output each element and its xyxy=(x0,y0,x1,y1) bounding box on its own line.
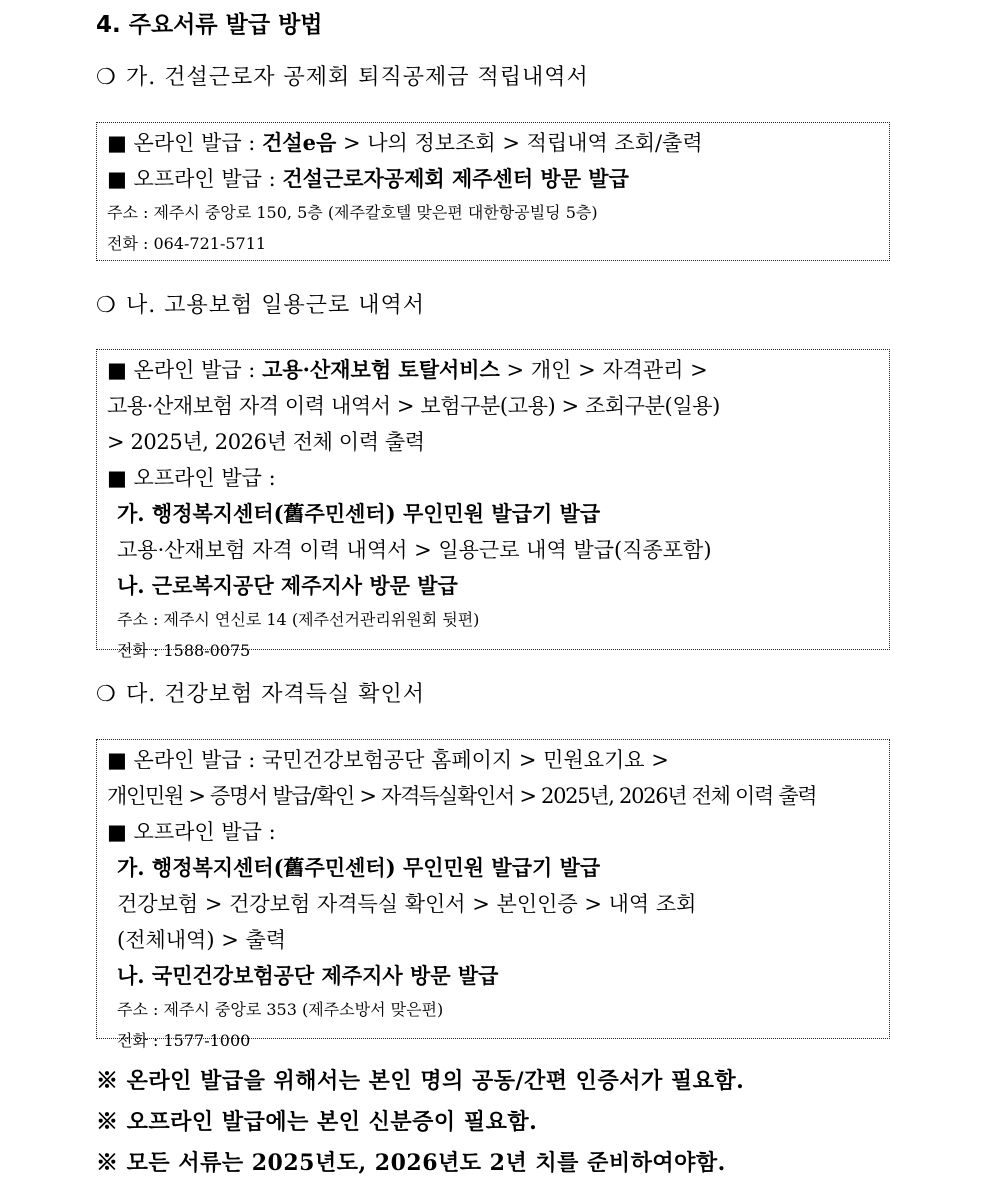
visit-heading xyxy=(107,568,879,604)
address-text: 주소 : 제주시 연신로 14 (제주선거관리위원회 뒷편) xyxy=(117,610,480,629)
offline-label: 오프라인 발급 : xyxy=(133,820,276,844)
kiosk-path: (전체내역) > 출력 xyxy=(117,928,287,952)
online-path-line: 고용·산재보험 자격 이력 내역서 > 보험구분(고용) > 조회구분(일용) xyxy=(107,394,720,418)
online-path-line: > 2025년, 2026년 전체 이력 출력 xyxy=(107,430,425,454)
online-row xyxy=(107,352,879,388)
info-box-health xyxy=(96,739,890,1050)
info-box-employment xyxy=(96,349,890,660)
phone-text: 전화 : 1588-0075 xyxy=(117,641,251,660)
online-row xyxy=(107,742,879,778)
visit-heading-text: 나. 근로복지공단 제주지사 방문 발급 xyxy=(117,573,458,598)
offline-row xyxy=(107,460,879,496)
offline-label: 오프라인 발급 : xyxy=(133,466,276,490)
circle-bullet-icon: ❍ xyxy=(96,293,117,318)
section-heading-text: 나. 고용보험 일용근로 내역서 xyxy=(126,293,425,318)
section-heading-employment xyxy=(96,288,425,319)
note-id-card: ※ 오프라인 발급에는 본인 신분증이 필요함. xyxy=(96,1109,538,1135)
online-site: 건설e음 xyxy=(262,130,337,155)
info-box-construction xyxy=(96,122,890,261)
address-text: 주소 : 제주시 중앙로 353 (제주소방서 맞은편) xyxy=(117,1000,444,1019)
page-title: 4. 주요서류 발급 방법 xyxy=(96,12,323,38)
square-bullet-icon: ■ xyxy=(107,131,127,155)
online-label: 온라인 발급 : xyxy=(133,131,256,155)
online-path: > 개인 > 자격관리 > xyxy=(506,358,708,382)
section-heading-text: 가. 건설근로자 공제회 퇴직공제금 적립내역서 xyxy=(126,65,589,90)
square-bullet-icon: ■ xyxy=(107,167,127,191)
visit-heading-text: 나. 국민건강보험공단 제주지사 방문 발급 xyxy=(117,963,499,988)
kiosk-path: 고용·산재보험 자격 이력 내역서 > 일용근로 내역 발급(직종포함) xyxy=(117,538,712,562)
section-heading-text: 다. 건강보험 자격득실 확인서 xyxy=(126,682,425,707)
online-label: 온라인 발급 : xyxy=(133,748,256,772)
online-site: 고용·산재보험 토탈서비스 xyxy=(262,357,500,382)
square-bullet-icon: ■ xyxy=(107,466,127,490)
square-bullet-icon: ■ xyxy=(107,820,127,844)
section-heading-health xyxy=(96,677,425,708)
note-two-years: ※ 모든 서류는 2025년도, 2026년도 2년 치를 준비하여야함. xyxy=(96,1150,726,1176)
offline-place: 건설근로자공제회 제주센터 방문 발급 xyxy=(282,166,629,191)
phone-text: 전화 : 1577-1000 xyxy=(117,1031,251,1050)
note-certificate: ※ 온라인 발급을 위해서는 본인 명의 공동/간편 인증서가 필요함. xyxy=(96,1068,745,1094)
kiosk-heading xyxy=(107,496,879,532)
offline-row xyxy=(107,814,879,850)
visit-heading xyxy=(107,958,879,994)
circle-bullet-icon: ❍ xyxy=(96,65,117,90)
kiosk-path: 건강보험 > 건강보험 자격득실 확인서 > 본인인증 > 내역 조회 xyxy=(117,892,697,916)
online-path: > 나의 정보조회 > 적립내역 조회/출력 xyxy=(342,131,703,155)
kiosk-heading xyxy=(107,850,879,886)
online-path-line: 개인민원 > 증명서 발급/확인 > 자격득실확인서 > 2025년, 2026년 전체 이력 출력 xyxy=(107,784,817,808)
phone-text: 전화 : 064-721-5711 xyxy=(107,234,267,253)
square-bullet-icon: ■ xyxy=(107,358,127,382)
online-path: 국민건강보험공단 홈페이지 > 민원요기요 > xyxy=(262,748,669,772)
circle-bullet-icon: ❍ xyxy=(96,682,117,707)
kiosk-heading-text: 가. 행정복지센터(舊주민센터) 무인민원 발급기 발급 xyxy=(117,501,601,526)
offline-row xyxy=(107,161,879,197)
online-label: 온라인 발급 : xyxy=(133,358,256,382)
square-bullet-icon: ■ xyxy=(107,748,127,772)
kiosk-heading-text: 가. 행정복지센터(舊주민센터) 무인민원 발급기 발급 xyxy=(117,855,601,880)
address-text: 주소 : 제주시 중앙로 150, 5층 (제주칼호텔 맞은편 대한항공빌딩 5층) xyxy=(107,203,598,222)
section-heading-construction xyxy=(96,60,589,91)
offline-label: 오프라인 발급 : xyxy=(133,167,276,191)
online-row xyxy=(107,125,879,161)
